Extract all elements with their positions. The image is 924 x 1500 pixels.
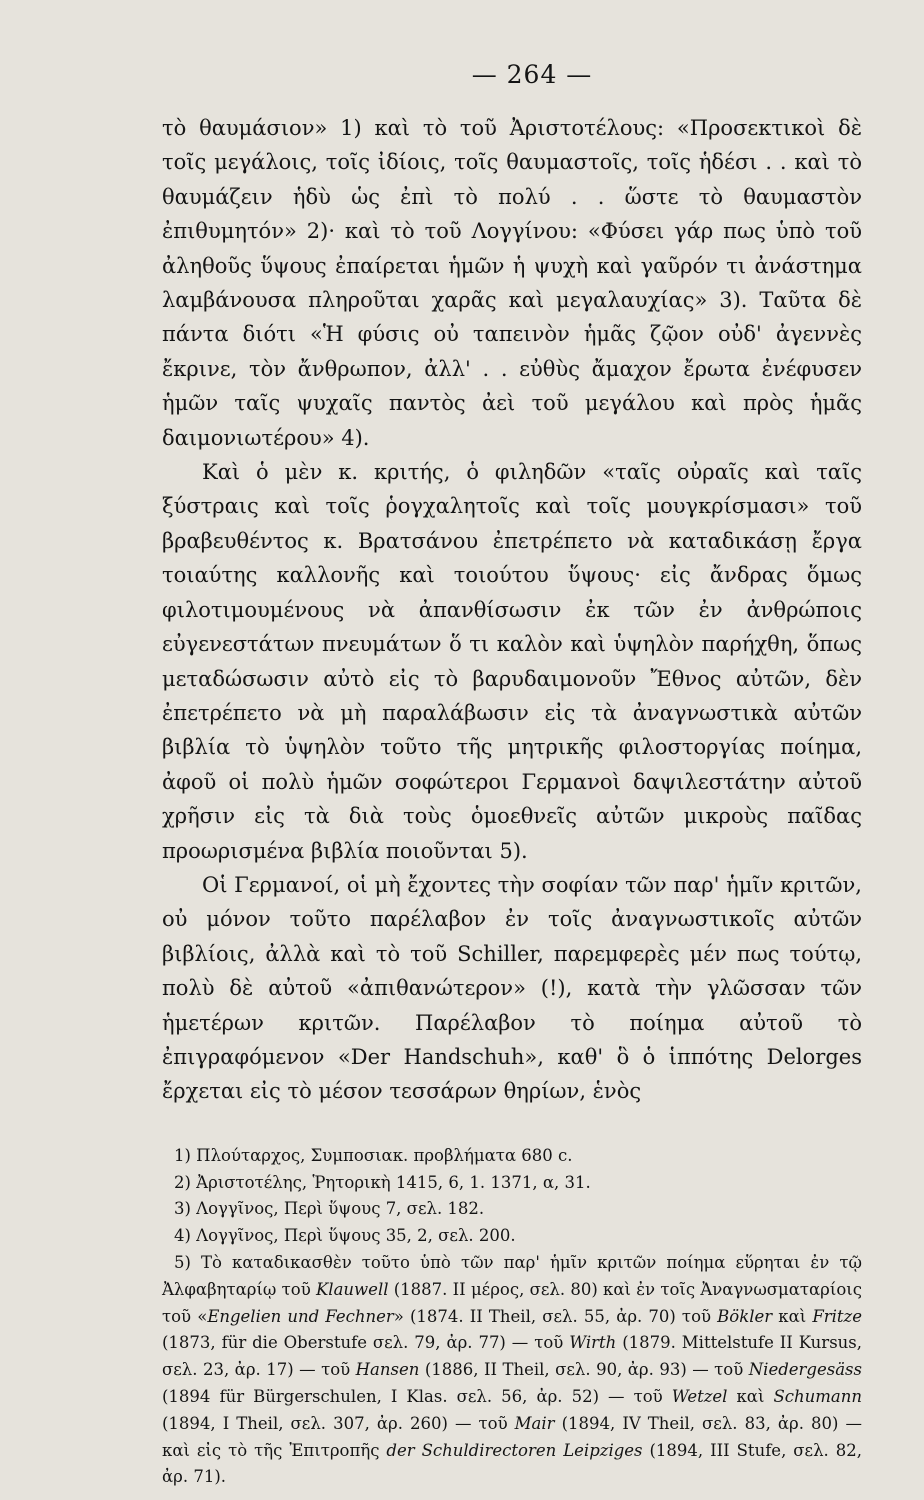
footnote-5-text: καὶ: [772, 1306, 813, 1326]
paragraph-3-text-b: , παρεμφερὲς μέν πως τούτῳ, πολὺ δὲ αὐτοῦ «ἀπιθανώτερον» (!), κατὰ τὴν γλῶσσαν τῶν ἡμετέρων κριτῶν. Παρέλαβον τὸ ποίημα αὐτοῦ τὸ ἐπιγραφόμενον «: [162, 941, 862, 1069]
footnote-5-text: » (1874. II Theil, σελ. 55, ἀρ. 70) τοῦ: [393, 1306, 718, 1326]
footnotes: [162, 1143, 862, 1491]
footnote-4: 4) Λογγῖνος, Περὶ ὕψους 35, 2, σελ. 200.: [174, 1226, 516, 1246]
footnote-5-text: (1894, III Stufe, σελ. 82, ἀρ. 71).: [162, 1440, 862, 1487]
author-bokler: Bökler: [717, 1306, 773, 1326]
delorges-name: Delorges: [766, 1044, 862, 1069]
page-number: — 264 —: [471, 60, 593, 89]
footnote-3: 3) Λογγῖνος, Περὶ ὕψους 7, σελ. 182.: [174, 1199, 485, 1219]
author-schumann: Schumann: [773, 1386, 862, 1406]
footnote-5-text: (1894 für Bürgerschulen, I Klas. σελ. 56, ἀρ. 52) — τοῦ: [162, 1386, 672, 1406]
committee-leipzig: der Schuldirectoren Leipziges: [386, 1440, 643, 1460]
main-text: [162, 111, 862, 1109]
author-fritze: Fritze: [812, 1306, 863, 1326]
author-hansen: Hansen: [355, 1360, 420, 1380]
author-wirth: Wirth: [569, 1333, 617, 1353]
author-mair: Mair: [514, 1413, 555, 1433]
author-wetzel: Wetzel: [671, 1386, 728, 1406]
author-engelien-fechner: Engelien und Fechner: [207, 1306, 394, 1326]
footnote-5-text: (1879. Mittelstufe II Kursus, σελ. 23, ἀρ. 17) — τοῦ: [162, 1333, 862, 1380]
schiller-name: Schiller: [457, 941, 538, 966]
footnote-5-text: (1887. II μέρος, σελ. 80) καὶ ἐν τοῖς Ἀναγνωσματαρίοις τοῦ «: [162, 1279, 862, 1326]
footnote-5-text: (1886, II Theil, σελ. 90, ἀρ. 93) — τοῦ: [419, 1360, 749, 1380]
author-klauwell: Klauwell: [315, 1279, 389, 1299]
paragraph-3-text-a: Οἱ Γερμανοί, οἱ μὴ ἔχοντες τὴν σοφίαν τῶν παρ' ἡμῖν κριτῶν, οὐ μόνον τοῦτο παρέλαβον ἐν τοῖς ἀναγνωστικοῖς αὐτῶν βιβλίοις, ἀλλὰ καὶ τὸ τοῦ: [162, 872, 862, 966]
paragraph-3: [162, 868, 862, 1109]
footnote-5: [162, 1250, 862, 1491]
footnote-5-text: καὶ: [727, 1386, 774, 1406]
paragraph-2: Καὶ ὁ μὲν κ. κριτής, ὁ φιληδῶν «ταῖς οὐραῖς καὶ ταῖς ξύστραις καὶ τοῖς ῥογχαλητοῖς καὶ τοῖς μουγκρίσμασι» τοῦ βραβευθέντος κ. Βρατσάνου ἐπετρέπετο νὰ καταδικάσῃ ἔργα τοιαύτης καλλονῆς καὶ τοιούτου ὕψους· εἰς ἄνδρας ὅμως φιλοτιμουμένους νὰ ἀπανθίσωσιν ἐκ τῶν ἐν ἀνθρώποις εὐγενεστάτων πνευμάτων ὅ τι καλὸν καὶ ὑψηλὸν παρήχθη, ὅπως μεταδώσωσιν αὐτὸ εἰς τὸ βαρυδαιμονοῦν Ἔθνος αὐτῶν, δὲν ἐπετρέπετο νὰ μὴ παραλάβωσιν εἰς τὰ ἀναγνωστικὰ αὐτῶν βιβλία τὸ ὑψηλὸν τοῦτο τῆς μητρικῆς φιλοστοργίας ποίημα, ἀφοῦ οἱ πολὺ ἡμῶν σοφώτεροι Γερμανοὶ δαψιλεστάτην αὐτοῦ χρῆσιν εἰς τὰ διὰ τοὺς ὁμοεθνεῖς αὐτῶν μικροὺς παῖδας προωρισμένα βιβλία ποιοῦνται 5).: [162, 460, 862, 863]
paragraph-3-text-d: ἔρχεται εἰς τὸ μέσον τεσσάρων θηρίων, ἑνὸς: [162, 1079, 642, 1104]
footnote-5-text: 5) Τὸ καταδικασθὲν τοῦτο ὑπὸ τῶν παρ' ἡμῖν κριτῶν ποίημα εὕρηται ἐν τῷ Ἀλφαβηταρίῳ τοῦ: [162, 1252, 862, 1299]
poem-title-der-handschuh: Der Handschuh: [350, 1044, 525, 1069]
paragraph-3-text-c: », καθ' ὃ ὁ ἱππότης: [524, 1044, 767, 1069]
author-niedergesass: Niedergesäss: [748, 1360, 862, 1380]
footnote-2: 2) Ἀριστοτέλης, Ῥητορικὴ 1415, 6, 1. 1371, α, 31.: [174, 1172, 591, 1192]
footnote-1: 1) Πλούταρχος, Συμποσιακ. προβλήματα 680 c.: [174, 1145, 573, 1165]
footnote-5-text: (1873, für die Oberstufe σελ. 79, ἀρ. 77) — τοῦ: [162, 1333, 570, 1353]
footnote-5-text: (1894, IV Theil, σελ. 83, ἀρ. 80) — καὶ εἰς τὸ τῆς Ἐπιτροπῆς: [162, 1413, 862, 1460]
footnote-5-text: (1894, I Theil, σελ. 307, ἀρ. 260) — τοῦ: [162, 1413, 515, 1433]
paragraph-1: τὸ θαυμάσιον» 1) καὶ τὸ τοῦ Ἀριστοτέλους: «Προσεκτικοὶ δὲ τοῖς μεγάλοις, τοῖς ἰδίοις, τοῖς θαυμαστοῖς, τοῖς ἡδέσι . . καὶ τὸ θαυμάζειν ἡδὺ ὡς ἐπὶ τὸ πολύ . . ὥστε τὸ θαυμαστὸν ἐπιθυμητόν» 2)· καὶ τὸ τοῦ Λογγίνου: «Φύσει γάρ πως ὑπὸ τοῦ ἀληθοῦς ὕψους ἐπαίρεται ἡμῶν ἡ ψυχὴ καὶ γαῦρόν τι ἀνάστημα λαμβάνουσα πληροῦται χαρᾶς καὶ μεγαλαυχίας» 3). Ταῦτα δὲ πάντα διότι «Ἡ φύσις οὐ ταπεινὸν ἡμᾶς ζῷον οὐδ' ἀγεννὲς ἔκρινε, τὸν ἄνθρωπον, ἀλλ' . . εὐθὺς ἄμαχον ἔρωτα ἐνέφυσεν ἡμῶν ταῖς ψυχαῖς παντὸς ἀεὶ τοῦ μεγάλου καὶ πρὸς ἡμᾶς δαιμονιωτέρου» 4).: [162, 116, 862, 450]
